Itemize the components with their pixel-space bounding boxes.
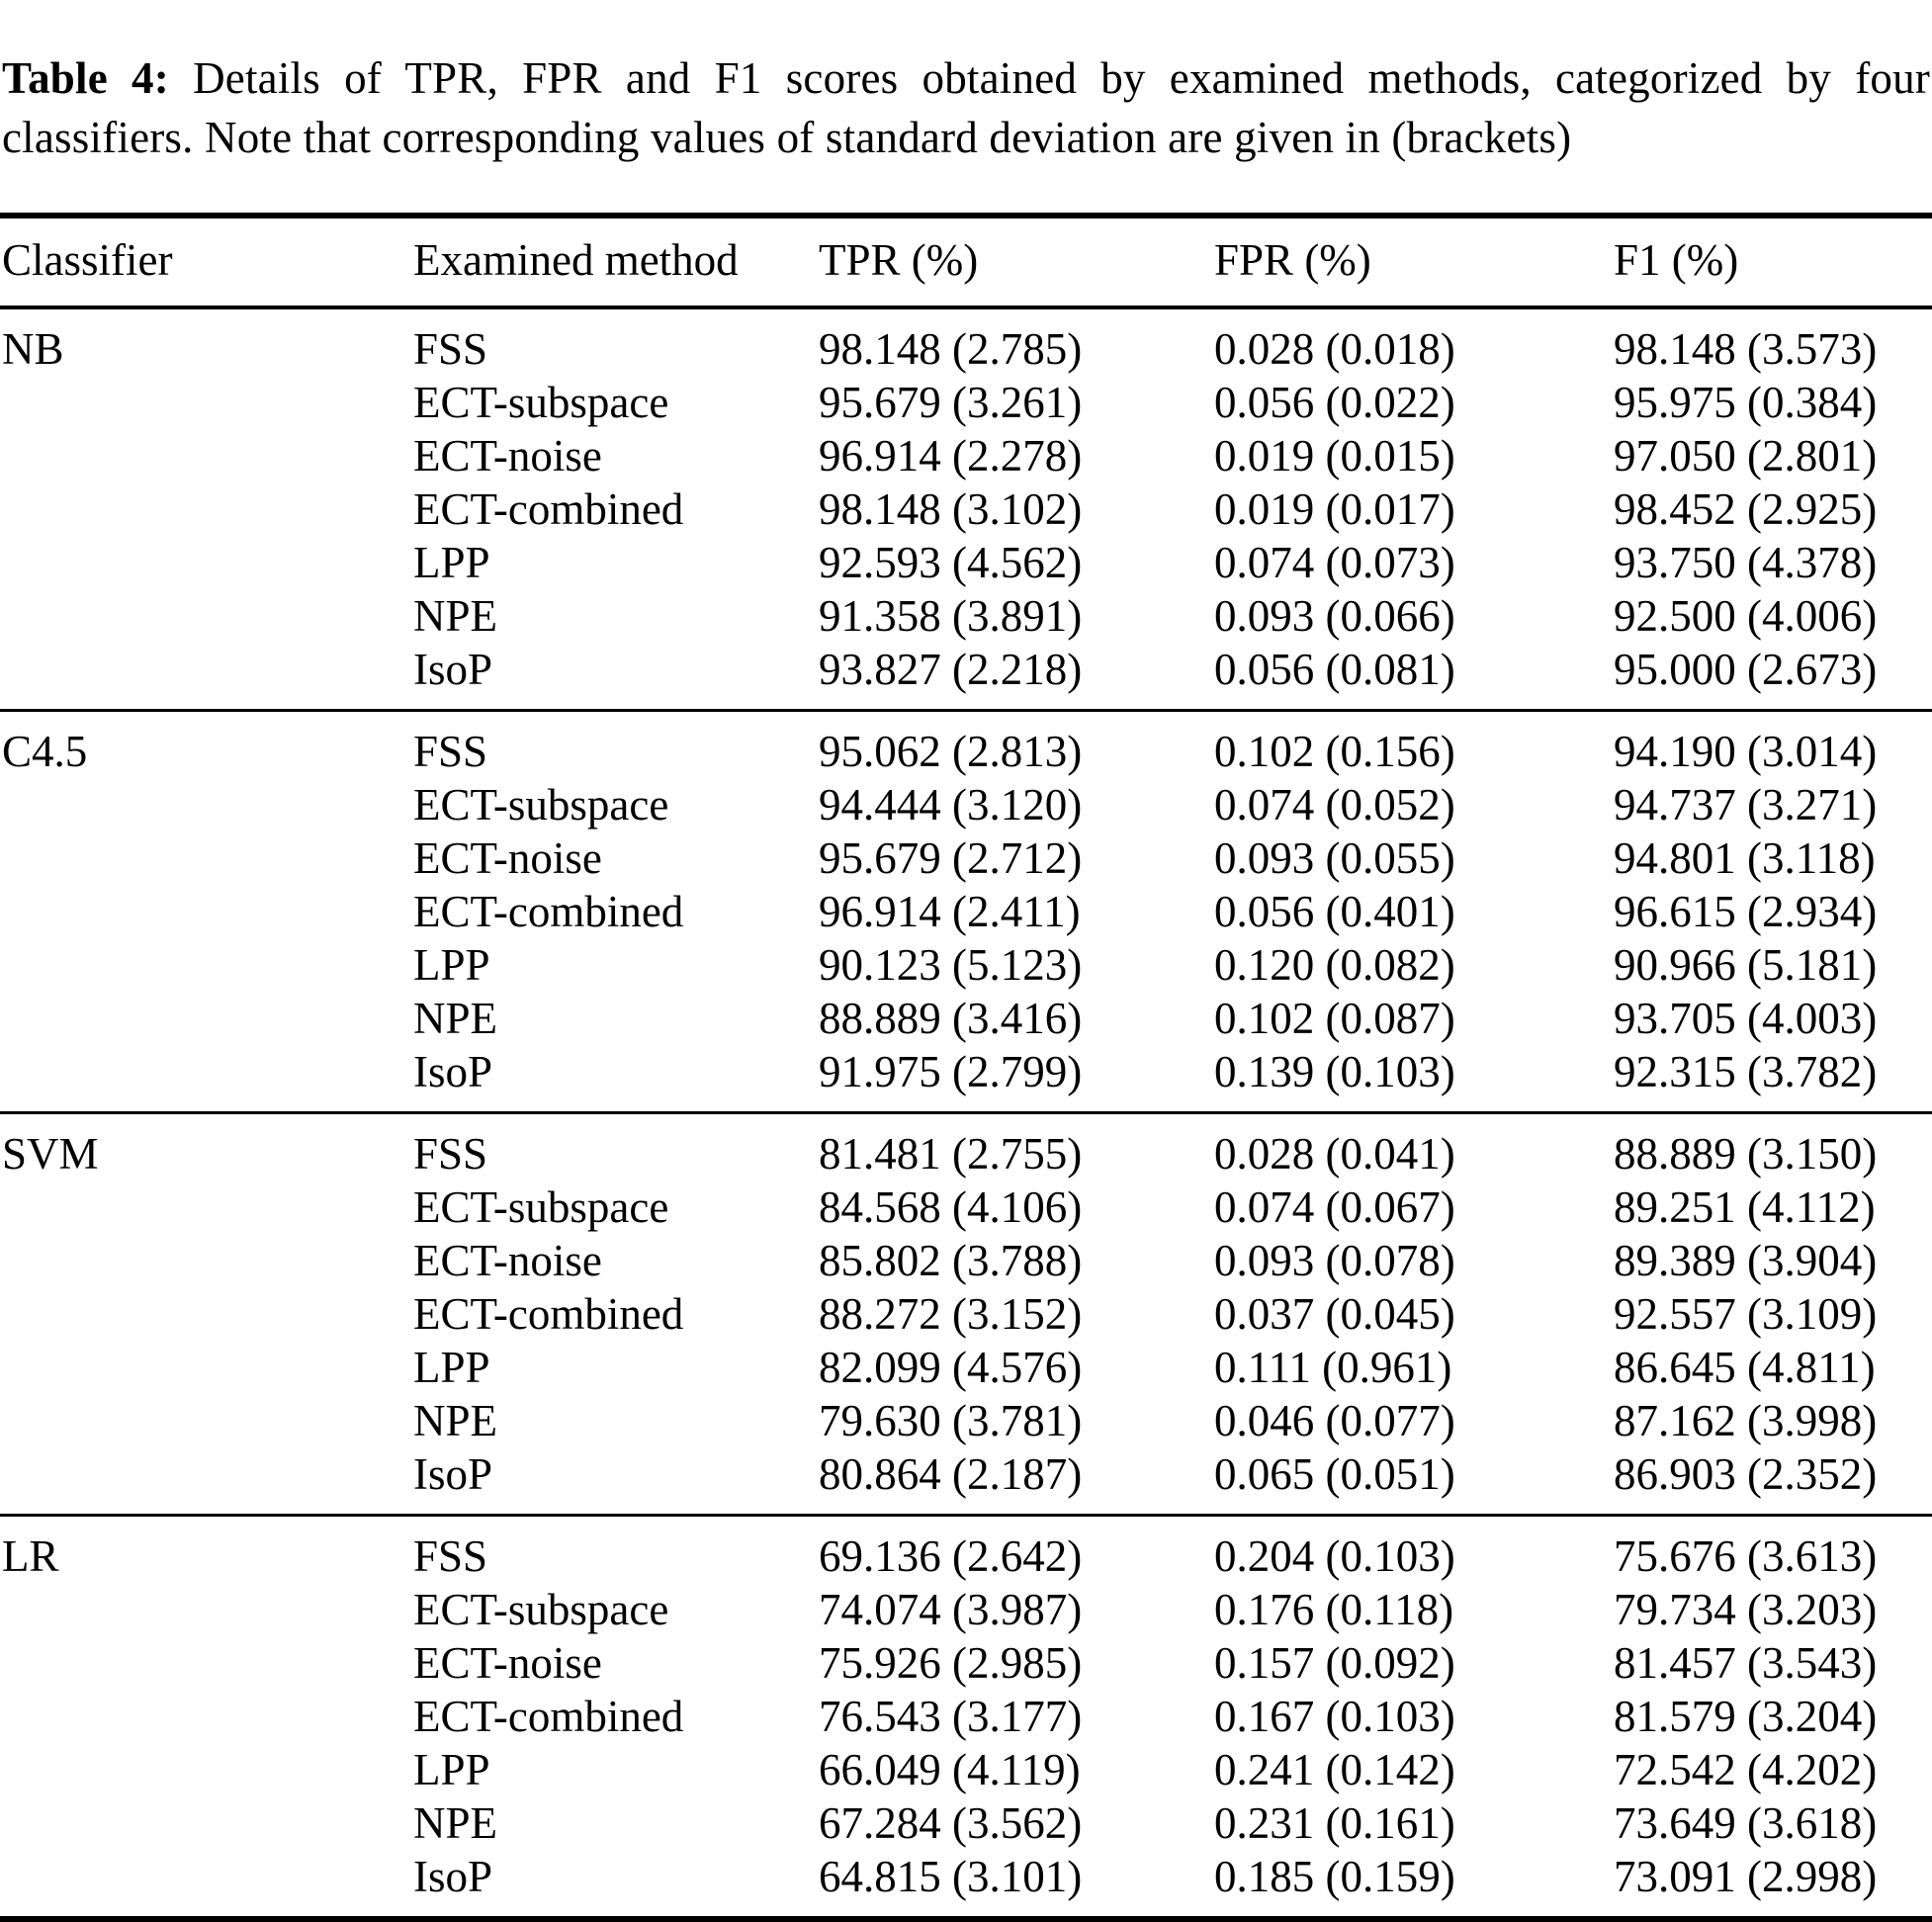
fpr-cell: 0.037 (0.045) [1214,1288,1455,1339]
table-row [0,778,1932,831]
tpr-cell: 93.827 (2.218) [819,644,1083,694]
fpr-cell: 0.093 (0.066) [1214,590,1455,641]
method-cell: ECT-noise [413,832,602,883]
table-row [0,1636,1932,1690]
classifier-cell [0,429,411,482]
table-row [0,1447,1932,1516]
tpr-cell: 74.074 (3.987) [819,1584,1083,1634]
method-cell: ECT-combined [413,1288,684,1339]
method-cell: IsoP [413,1046,493,1096]
tpr-cell: 80.864 (2.187) [819,1448,1083,1499]
table-row [0,1234,1932,1287]
table-row [0,710,1932,778]
tpr-cell: 88.889 (3.416) [819,993,1083,1043]
method-cell: ECT-subspace [413,1584,669,1634]
paper-page [0,44,1932,1922]
classifier-cell [0,1447,411,1516]
fpr-cell: 0.065 (0.051) [1214,1448,1455,1499]
tpr-cell: 92.593 (4.562) [819,537,1083,587]
tpr-cell: 81.481 (2.755) [817,1112,1212,1180]
tpr-cell: 88.272 (3.152) [819,1288,1083,1339]
method-cell: ECT-combined [413,886,684,936]
fpr-cell: 0.093 (0.055) [1214,832,1455,883]
f1-cell: 87.162 (3.998) [1614,1395,1878,1445]
table-row [0,938,1932,992]
table-row [0,307,1932,376]
method-cell: ECT-noise [413,1235,602,1285]
method-cell: NPE [413,993,498,1043]
table-row [0,482,1932,536]
table-row [0,1180,1932,1234]
table-caption-text: Details of TPR, FPR and F1 scores obtained by examined methods, categorized by four classifiers. Note that corresponding values of standard deviation are given in (brackets) [2,53,1930,163]
method-cell: LPP [413,939,490,990]
fpr-cell: 0.176 (0.118) [1214,1584,1454,1634]
table-row [0,1112,1932,1180]
fpr-cell: 0.056 (0.081) [1214,644,1455,694]
fpr-cell: 0.120 (0.082) [1214,939,1455,990]
fpr-cell: 0.019 (0.015) [1214,430,1455,480]
method-cell: FSS [411,1112,817,1180]
tpr-cell: 66.049 (4.119) [819,1744,1081,1794]
classifier-cell [0,1045,411,1113]
tpr-cell: 67.284 (3.562) [819,1797,1083,1848]
classifier-cell [0,938,411,992]
classifier-cell [0,1341,411,1394]
f1-cell: 81.457 (3.543) [1614,1637,1878,1688]
method-cell: FSS [411,307,817,376]
table-row [0,1583,1932,1636]
table-row [0,992,1932,1045]
classifier-cell [0,1583,411,1636]
classifier-cell [0,831,411,885]
table-row [0,1796,1932,1850]
tpr-cell: 69.136 (2.642) [817,1515,1212,1583]
tpr-cell: 95.679 (2.712) [819,832,1083,883]
classifier-cell [0,643,411,711]
tpr-cell: 82.099 (4.576) [819,1342,1083,1392]
table-row [0,643,1932,711]
col-header-tpr: TPR (%) [817,216,1212,307]
fpr-cell: 0.019 (0.017) [1214,483,1455,534]
col-header-fpr: FPR (%) [1212,216,1612,307]
table-row [0,536,1932,589]
classifier-cell: NB [0,307,411,376]
f1-cell: 94.801 (3.118) [1614,832,1876,883]
classifier-cell [0,1636,411,1690]
fpr-cell: 0.102 (0.156) [1212,710,1612,778]
fpr-cell: 0.102 (0.087) [1214,993,1455,1043]
table-caption-label: Table 4: [2,53,169,103]
method-cell: FSS [411,1515,817,1583]
method-cell: IsoP [413,644,493,694]
results-table [0,213,1932,1922]
classifier-cell [0,1287,411,1341]
fpr-cell: 0.046 (0.077) [1214,1395,1455,1445]
classifier-cell: LR [0,1515,411,1583]
table-row [0,429,1932,482]
fpr-cell: 0.185 (0.159) [1214,1851,1455,1901]
tpr-cell: 85.802 (3.788) [819,1235,1083,1285]
method-cell: ECT-subspace [413,1181,669,1232]
table-row [0,1287,1932,1341]
classifier-cell [0,778,411,831]
fpr-cell: 0.028 (0.041) [1212,1112,1612,1180]
tpr-cell: 91.975 (2.799) [819,1046,1083,1096]
classifier-cell [0,1850,411,1919]
fpr-cell: 0.231 (0.161) [1214,1797,1455,1848]
fpr-cell: 0.167 (0.103) [1214,1691,1455,1741]
method-cell: FSS [411,710,817,778]
fpr-cell: 0.056 (0.022) [1214,377,1455,427]
tpr-cell: 98.148 (2.785) [817,307,1212,376]
tpr-cell: 95.062 (2.813) [817,710,1212,778]
table-row [0,1045,1932,1113]
method-cell: LPP [413,537,490,587]
classifier-cell [0,1180,411,1234]
f1-cell: 90.966 (5.181) [1614,939,1878,990]
method-cell: LPP [413,1744,490,1794]
tpr-cell: 94.444 (3.120) [819,779,1083,830]
fpr-cell: 0.074 (0.052) [1214,779,1455,830]
table-row [0,1341,1932,1394]
tpr-cell: 90.123 (5.123) [819,939,1083,990]
f1-cell: 95.000 (2.673) [1614,644,1878,694]
method-cell: ECT-subspace [413,377,669,427]
tpr-cell: 96.914 (2.278) [819,430,1083,480]
method-cell: ECT-noise [413,1637,602,1688]
header-row [0,216,1932,307]
classifier-cell [0,1234,411,1287]
classifier-cell [0,1743,411,1796]
classifier-cell [0,536,411,589]
tpr-cell: 79.630 (3.781) [819,1395,1083,1445]
f1-cell: 75.676 (3.613) [1612,1515,1932,1583]
fpr-cell: 0.204 (0.103) [1212,1515,1612,1583]
tpr-cell: 64.815 (3.101) [819,1851,1083,1901]
table-caption [0,44,1932,168]
classifier-cell [0,885,411,938]
classifier-cell: C4.5 [0,710,411,778]
classifier-cell: SVM [0,1112,411,1180]
fpr-cell: 0.139 (0.103) [1214,1046,1455,1096]
classifier-cell [0,589,411,643]
table-row [0,1515,1932,1583]
fpr-cell: 0.028 (0.018) [1212,307,1612,376]
tpr-cell: 95.679 (3.261) [819,377,1083,427]
f1-cell: 92.500 (4.006) [1614,590,1878,641]
method-cell: IsoP [413,1851,493,1901]
tpr-cell: 84.568 (4.106) [819,1181,1083,1232]
classifier-cell [0,992,411,1045]
fpr-cell: 0.241 (0.142) [1214,1744,1455,1794]
f1-cell: 92.557 (3.109) [1614,1288,1878,1339]
fpr-cell: 0.093 (0.078) [1214,1235,1455,1285]
f1-cell: 93.705 (4.003) [1614,993,1878,1043]
f1-cell: 72.542 (4.202) [1614,1744,1878,1794]
tpr-cell: 96.914 (2.411) [819,886,1081,936]
classifier-cell [0,376,411,429]
method-cell: ECT-combined [413,483,684,534]
f1-cell: 97.050 (2.801) [1614,430,1878,480]
col-header-classifier: Classifier [0,216,411,307]
f1-cell: 86.645 (4.811) [1614,1342,1876,1392]
f1-cell: 98.452 (2.925) [1614,483,1878,534]
table-row [0,1690,1932,1743]
f1-cell: 92.315 (3.782) [1614,1046,1878,1096]
fpr-cell: 0.074 (0.067) [1214,1181,1455,1232]
classifier-cell [0,1796,411,1850]
f1-cell: 81.579 (3.204) [1614,1691,1878,1741]
fpr-cell: 0.157 (0.092) [1214,1637,1455,1688]
f1-cell: 73.649 (3.618) [1614,1797,1878,1848]
f1-cell: 94.190 (3.014) [1612,710,1932,778]
tpr-cell: 98.148 (3.102) [819,483,1083,534]
method-cell: NPE [413,1797,498,1848]
table-row [0,589,1932,643]
method-cell: LPP [413,1342,490,1392]
table-row [0,885,1932,938]
table-row [0,376,1932,429]
f1-cell: 73.091 (2.998) [1614,1851,1878,1901]
table-row [0,1394,1932,1447]
tpr-cell: 75.926 (2.985) [819,1637,1083,1688]
col-header-f1: F1 (%) [1612,216,1932,307]
method-cell: NPE [413,590,498,641]
classifier-cell [0,1394,411,1447]
classifier-cell [0,482,411,536]
fpr-cell: 0.074 (0.073) [1214,537,1455,587]
fpr-cell: 0.056 (0.401) [1214,886,1455,936]
table-row [0,1850,1932,1919]
method-cell: ECT-noise [413,430,602,480]
table-row [0,831,1932,885]
method-cell: NPE [413,1395,498,1445]
f1-cell: 86.903 (2.352) [1614,1448,1878,1499]
f1-cell: 88.889 (3.150) [1612,1112,1932,1180]
classifier-cell [0,1690,411,1743]
tpr-cell: 91.358 (3.891) [819,590,1083,641]
method-cell: ECT-subspace [413,779,669,830]
fpr-cell: 0.111 (0.961) [1214,1342,1452,1392]
table-row [0,1743,1932,1796]
f1-cell: 93.750 (4.378) [1614,537,1878,587]
col-header-examined-method: Examined method [411,216,817,307]
f1-cell: 89.389 (3.904) [1614,1235,1878,1285]
method-cell: IsoP [413,1448,493,1499]
f1-cell: 96.615 (2.934) [1614,886,1878,936]
f1-cell: 98.148 (3.573) [1612,307,1932,376]
f1-cell: 95.975 (0.384) [1614,377,1878,427]
method-cell: ECT-combined [413,1691,684,1741]
tpr-cell: 76.543 (3.177) [819,1691,1083,1741]
f1-cell: 79.734 (3.203) [1614,1584,1878,1634]
f1-cell: 89.251 (4.112) [1614,1181,1876,1232]
f1-cell: 94.737 (3.271) [1614,779,1878,830]
